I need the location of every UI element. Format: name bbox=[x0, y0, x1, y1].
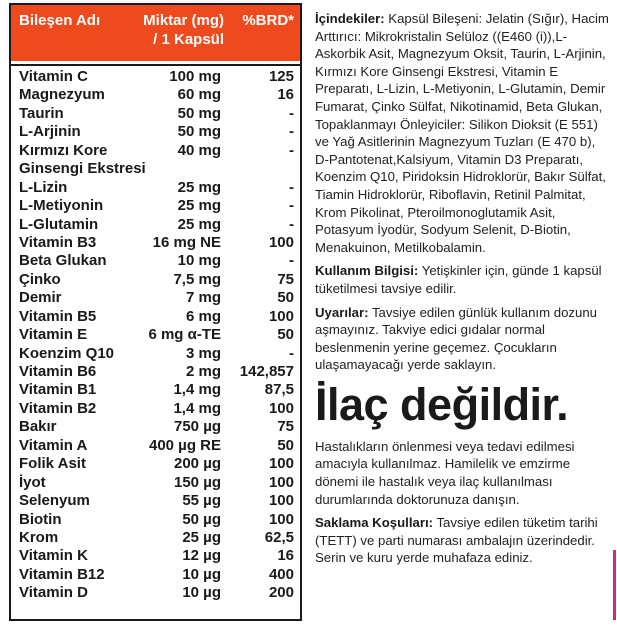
ingredient-amount: 750 µg bbox=[174, 418, 221, 436]
ingredient-rdi: 100 bbox=[268, 510, 294, 528]
ingredient-rdi: - bbox=[289, 344, 294, 362]
ingredient-rdi: 62,5 bbox=[264, 528, 294, 546]
ingredient-amount: 55 µg bbox=[182, 492, 221, 510]
table-row bbox=[11, 160, 300, 178]
table-row bbox=[11, 326, 300, 344]
ingredient-rdi: - bbox=[289, 197, 294, 215]
table-row bbox=[11, 455, 300, 473]
ingredient-name: Ginsengi Ekstresi bbox=[19, 160, 146, 178]
storage-label: Saklama Koşulları: bbox=[315, 515, 434, 531]
ingredient-name: Vitamin A bbox=[19, 436, 88, 454]
table-row bbox=[11, 105, 300, 123]
ingredient-amount: 50 mg bbox=[177, 104, 221, 122]
ingredient-rdi: 50 bbox=[277, 436, 294, 454]
ingredient-amount: 10 µg bbox=[182, 584, 221, 602]
ingredient-name: Selenyum bbox=[19, 492, 90, 510]
ingredient-name: L-Lizin bbox=[19, 178, 68, 196]
ingredient-amount: 10 mg bbox=[177, 252, 221, 270]
table-row bbox=[11, 566, 300, 584]
table-row bbox=[11, 492, 300, 510]
table-row bbox=[11, 252, 300, 270]
product-info-text bbox=[315, 10, 611, 573]
ingredient-amount: 3 mg bbox=[185, 344, 221, 362]
ingredient-amount: 12 µg bbox=[182, 547, 221, 565]
table-row bbox=[11, 529, 300, 547]
table-row bbox=[11, 271, 300, 289]
table-row bbox=[11, 363, 300, 381]
ingredient-amount: 200 µg bbox=[174, 455, 221, 473]
ingredient-amount: 40 mg bbox=[177, 141, 221, 159]
ingredient-amount: 1,4 mg bbox=[173, 399, 221, 417]
ingredient-name: Demir bbox=[19, 289, 62, 307]
storage-text: Tavsiye edilen tüketim tarihi (TETT) ve parti numarası ambalajın üzerindedir. Serin ve kuru yerde muhafaza ediniz. bbox=[315, 515, 598, 566]
ingredient-name: Koenzim Q10 bbox=[19, 344, 115, 362]
warnings-paragraph bbox=[315, 304, 611, 374]
table-row bbox=[11, 308, 300, 326]
ingredient-amount: 400 µg RE bbox=[148, 436, 221, 454]
table-row bbox=[11, 511, 300, 529]
ingredient-amount: 7,5 mg bbox=[173, 270, 221, 288]
ingredient-rdi: 50 bbox=[277, 289, 294, 307]
ingredient-rdi: 200 bbox=[268, 584, 294, 602]
ingredient-rdi: 100 bbox=[268, 233, 294, 251]
ingredient-rdi: - bbox=[289, 178, 294, 196]
header-amount bbox=[138, 11, 224, 49]
ingredient-amount: 6 mg α-TE bbox=[148, 326, 221, 344]
ingredient-amount: 25 mg bbox=[177, 178, 221, 196]
ingredient-name: Beta Glukan bbox=[19, 252, 107, 270]
ingredient-rdi: 142,857 bbox=[239, 363, 294, 380]
header-amount-line1: Miktar (mg) bbox=[143, 12, 224, 29]
table-row bbox=[11, 197, 300, 215]
table-row bbox=[11, 400, 300, 418]
table-row bbox=[11, 437, 300, 455]
disclaimer-paragraph: Hastalıkların önlenmesi veya tedavi edilmesi amacıyla kullanılmaz. Hamilelik ve emzirme dönemi ile hastalık veya ilaç kullanılması durumlarında doktorunuza danışın. bbox=[315, 438, 575, 507]
ingredient-name: Vitamin B1 bbox=[19, 381, 97, 399]
ingredient-rdi: 16 bbox=[277, 86, 294, 104]
table-body bbox=[11, 68, 300, 603]
ingredient-name: Vitamin B5 bbox=[19, 307, 97, 325]
header-amount-line2: / 1 Kapsül bbox=[153, 31, 224, 48]
warnings-label: Uyarılar: bbox=[315, 304, 369, 320]
table-row bbox=[11, 474, 300, 492]
ingredient-amount: 150 µg bbox=[174, 473, 221, 491]
table-row bbox=[11, 345, 300, 363]
ingredient-rdi: - bbox=[289, 123, 294, 141]
table-row bbox=[11, 584, 300, 602]
ingredient-rdi: 400 bbox=[268, 565, 294, 583]
ingredient-rdi: - bbox=[289, 252, 294, 270]
ingredient-rdi: 100 bbox=[268, 492, 294, 510]
ingredient-amount: 6 mg bbox=[185, 307, 221, 325]
ingredient-rdi: - bbox=[289, 104, 294, 122]
table-row bbox=[11, 381, 300, 399]
ingredient-amount: 50 mg bbox=[177, 123, 221, 141]
ingredient-amount: 100 mg bbox=[169, 68, 221, 85]
ingredient-rdi: 50 bbox=[277, 326, 294, 344]
ingredient-rdi: 16 bbox=[277, 547, 294, 565]
ingredient-name: Taurin bbox=[19, 104, 64, 122]
ingredient-name: L-Glutamin bbox=[19, 215, 99, 233]
table-row bbox=[11, 68, 300, 86]
ingredient-name: Vitamin D bbox=[19, 584, 88, 602]
ingredient-amount: 60 mg bbox=[177, 86, 221, 104]
ingredient-rdi: 100 bbox=[268, 455, 294, 473]
ingredient-name: Vitamin B6 bbox=[19, 363, 97, 380]
ingredient-rdi: 100 bbox=[268, 307, 294, 325]
ingredient-name: Vitamin C bbox=[19, 68, 88, 85]
ingredients-paragraph bbox=[315, 10, 611, 256]
storage-paragraph bbox=[315, 514, 611, 567]
ingredient-name: L-Arjinin bbox=[19, 123, 81, 141]
ingredient-amount: 10 µg bbox=[182, 565, 221, 583]
table-row bbox=[11, 216, 300, 234]
warnings-text: Tavsiye edilen günlük kullanım dozunu aşmayınız. Takviye edici gıdalar normal beslenmenin yerine geçemez. Çocukların ulaşamayacağı yerde saklayın. bbox=[315, 304, 597, 373]
ingredient-name: Krom bbox=[19, 528, 59, 546]
ingredient-name: Vitamin B2 bbox=[19, 399, 97, 417]
ingredient-amount: 16 mg NE bbox=[152, 233, 221, 251]
ingredient-name: Vitamin E bbox=[19, 326, 88, 344]
ingredient-name: Folik Asit bbox=[19, 455, 86, 473]
ingredient-amount: 50 µg bbox=[182, 510, 221, 528]
edge-accent-stripe bbox=[613, 550, 616, 620]
header-divider bbox=[11, 64, 300, 66]
ingredient-name: İyot bbox=[19, 473, 46, 491]
table-header bbox=[11, 5, 300, 61]
ingredient-rdi: 125 bbox=[268, 68, 294, 85]
ingredient-rdi: - bbox=[289, 215, 294, 233]
ingredient-name: L-Metiyonin bbox=[19, 197, 104, 215]
ingredient-amount: 2 mg bbox=[185, 363, 221, 380]
not-a-medicine-heading: İlaç değildir. bbox=[315, 378, 569, 430]
ingredients-text: Kapsül Bileşeni: Jelatin (Sığır), Hacim Arttırıcı: Mikrokristalin Selüloz ((E460 (i)),L-Askorbik Asit, Magnezyum Oksit, Taurin, L-Arjinin, Kırmızı Kore Ginsengi Ekstresi, Vitamin E Preparatı, L-Lizin, L-Metiyonin, L-Glutamin, Demir Fumarat, Çinko Sülfat, Nikotinamid, Beta Glukan, Topaklanmayı Önleyiciler: Silikon Dioksit (E 551) ve Yağ Asitlerinin Magnezyum Tuzları (E 470 b), D-Pantotenat,Kalsiyum, Vitamin D3 Preparatı, Koenzim Q10, Piridoksin Hidroklorür, Bakır Sülfat, Tiamin Hidroklorür, Riboflavin, Retinil Palmitat, Krom Pikolinat, Pteroilmonoglutamik Asit, Potasyum İyodür, Sodyum Selenit, D-Biotin, Menakuinon, Metilkobalamin. bbox=[315, 11, 609, 255]
ingredient-rdi: 100 bbox=[268, 473, 294, 491]
supplement-facts-table bbox=[9, 3, 302, 621]
ingredient-rdi: 87,5 bbox=[264, 381, 294, 399]
ingredient-name: Kırmızı Kore bbox=[19, 141, 108, 159]
ingredients-label: İçindekiler: bbox=[315, 11, 385, 26]
table-row bbox=[11, 418, 300, 436]
ingredient-rdi: - bbox=[289, 141, 294, 159]
ingredient-rdi: 75 bbox=[277, 418, 294, 436]
table-row bbox=[11, 179, 300, 197]
table-row bbox=[11, 142, 300, 160]
table-row bbox=[11, 86, 300, 104]
table-row bbox=[11, 289, 300, 307]
header-rdi-percent: %BRD* bbox=[242, 12, 294, 29]
ingredient-rdi: 75 bbox=[277, 270, 294, 288]
ingredient-name: Vitamin B12 bbox=[19, 565, 105, 583]
usage-label: Kullanım Bilgisi: bbox=[315, 263, 419, 279]
table-row bbox=[11, 234, 300, 252]
ingredient-amount: 25 mg bbox=[177, 215, 221, 233]
ingredient-amount: 25 µg bbox=[182, 528, 221, 546]
usage-paragraph bbox=[315, 262, 611, 297]
usage-text: Yetişkinler için, günde 1 kapsül tüketilmesi tavsiye edilir. bbox=[315, 263, 602, 296]
ingredient-rdi: 100 bbox=[268, 399, 294, 417]
ingredient-amount: 25 mg bbox=[177, 197, 221, 215]
table-row bbox=[11, 123, 300, 141]
ingredient-name: Bakır bbox=[19, 418, 57, 436]
ingredient-name: Magnezyum bbox=[19, 86, 105, 104]
ingredient-name: Vitamin B3 bbox=[19, 233, 97, 251]
table-row bbox=[11, 547, 300, 565]
ingredient-amount: 7 mg bbox=[185, 289, 221, 307]
ingredient-name: Çinko bbox=[19, 270, 61, 288]
header-ingredient-name: Bileşen Adı bbox=[19, 12, 101, 29]
ingredient-amount: 1,4 mg bbox=[173, 381, 221, 399]
ingredient-name: Vitamin K bbox=[19, 547, 88, 565]
ingredient-name: Biotin bbox=[19, 510, 62, 528]
